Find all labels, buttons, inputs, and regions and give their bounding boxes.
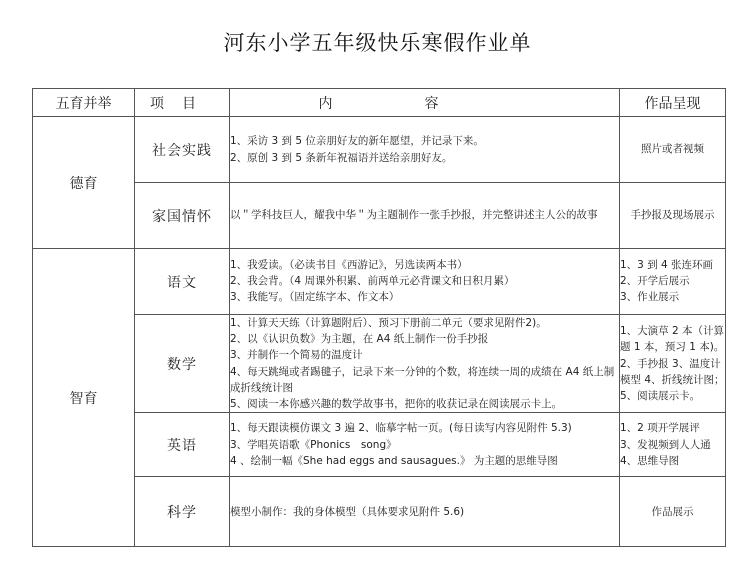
table-row xyxy=(33,315,726,413)
header-result: 作品呈现 xyxy=(620,89,726,117)
item-english: 英语 xyxy=(135,413,230,477)
category-moral: 德育 xyxy=(33,117,135,249)
result-line: 1、2 项开学展评 xyxy=(620,422,700,435)
result-patriotism: 手抄报及现场展示 xyxy=(620,183,726,249)
content-line: 模型小制作：我的身体模型（具体要求见附件 5.6) xyxy=(230,505,465,518)
content-line: 2、以《认识负数》为主题，在 A4 纸上制作一份手抄报 xyxy=(230,333,489,346)
header-item: 项目 xyxy=(135,89,230,117)
result-science: 作品展示 xyxy=(620,477,726,547)
header-row xyxy=(33,89,726,117)
content-patriotism xyxy=(230,183,620,249)
result-line: 2、开学后展示 xyxy=(620,275,690,288)
content-line: 4 、绘制一幅《She had eggs and sausagues.》 为主题的思维导图 xyxy=(230,454,558,467)
category-intellect: 智育 xyxy=(33,249,135,547)
table-row xyxy=(33,477,726,547)
page-title: 河东小学五年级快乐寒假作业单 xyxy=(223,31,532,55)
content-line: 3、并制作一个简易的温度计 xyxy=(230,349,363,362)
table-row xyxy=(33,249,726,315)
content-math xyxy=(230,315,620,413)
result-chinese xyxy=(620,249,726,315)
content-line: 2、原创 3 到 5 条新年祝福语并送给亲朋好友。 xyxy=(230,151,453,164)
result-english xyxy=(620,413,726,477)
content-line: 2、我会背。（4 周课外积累、前两单元必背课文和日积月累） xyxy=(230,275,515,288)
item-science: 科学 xyxy=(135,477,230,547)
item-patriotism: 家国情怀 xyxy=(135,183,230,249)
content-line: 1、计算天天练（计算题附后）、预习下册前二单元（要求见附件2)。 xyxy=(230,317,547,329)
result-line: 3、发视频到人人通 xyxy=(620,438,711,451)
table-row xyxy=(33,117,726,183)
content-social-practice xyxy=(230,117,620,183)
content-line: 1、每天跟读模仿课文 3 遍 2、临摹字帖一页。(每日读写内容见附件 5.3) xyxy=(230,422,572,435)
result-math: 1、大演草 2 本（计算题 1 本，预习 1 本)。2、手抄报 3、温度计模型 4、折线统计图；5、阅读展示卡。 xyxy=(620,315,726,413)
result-line: 4、思维导图 xyxy=(620,454,680,467)
item-math: 数学 xyxy=(135,315,230,413)
result-social-practice: 照片或者视频 xyxy=(620,117,726,183)
result-line: 1、3 到 4 张连环画 xyxy=(620,259,714,271)
content-line: 5、阅读一本你感兴趣的数学故事书，把你的收获记录在阅读展示卡上。 xyxy=(230,398,563,411)
content-english xyxy=(230,413,620,477)
content-line: 1、采访 3 到 5 位亲朋好友的新年愿望，并记录下来。 xyxy=(230,135,484,148)
content-line: 以＂学科技巨人，耀我中华＂为主题制作一张手抄报，并完整讲述主人公的故事 xyxy=(230,209,598,222)
header-content: 内容 xyxy=(230,89,620,117)
content-chinese xyxy=(230,249,620,315)
table-row xyxy=(33,183,726,249)
content-line: 3、学唱英语歌《Phonics song》 xyxy=(230,438,397,451)
item-social-practice: 社会实践 xyxy=(135,117,230,183)
content-line: 4、每天跳绳或者踢毽子，记录下来一分钟的个数，将连续一周的成绩在 A4 纸上制成折线统计图 xyxy=(230,365,615,394)
item-chinese: 语文 xyxy=(135,249,230,315)
content-line: 1、我爱读。（必读书目《西游记》，另选读两本书） xyxy=(230,259,468,271)
result-line: 3、作业展示 xyxy=(620,291,680,304)
table-row xyxy=(33,413,726,477)
homework-table xyxy=(32,88,726,547)
content-science xyxy=(230,477,620,547)
content-line: 3、我能写。（固定练字本、作文本） xyxy=(230,291,400,304)
header-category: 五育并举 xyxy=(33,89,135,117)
